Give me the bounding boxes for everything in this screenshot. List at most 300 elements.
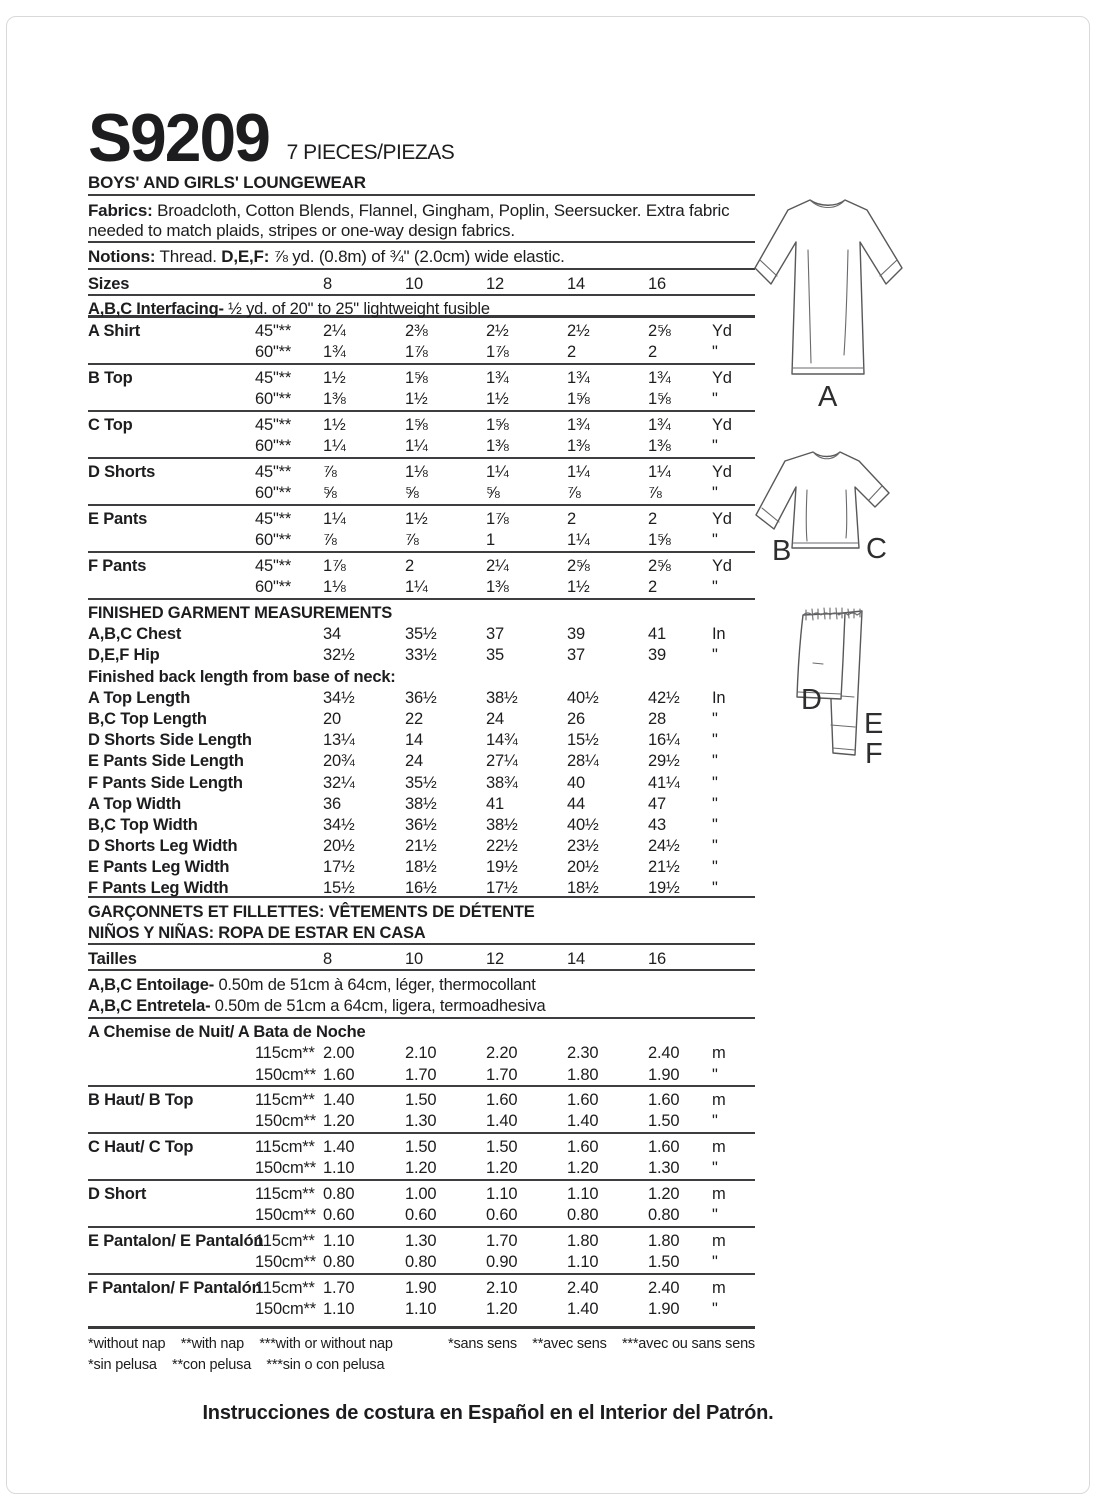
unit-label: m [712, 1138, 726, 1156]
table-row [88, 321, 755, 342]
size-value: 33½ [405, 646, 437, 665]
size-value: 2.10 [405, 1044, 437, 1063]
notions-elastic-text: ⅞ yd. (0.8m) of ¾" (2.0cm) wide elastic. [269, 247, 565, 266]
yardage-block [88, 412, 755, 459]
metric-table [88, 1019, 755, 1329]
row-label: A Chemise de Nuit/ A Bata de Noche [88, 1023, 366, 1041]
row-label: E Pants Leg Width [88, 858, 230, 877]
size-value: 20½ [323, 837, 355, 856]
width-spec: 115cm** [255, 1279, 315, 1297]
size-value: 2½ [567, 322, 590, 340]
unit-label: " [712, 437, 718, 455]
size-value: 40½ [567, 688, 599, 707]
width-spec: 150cm** [255, 1253, 316, 1271]
size-value: 0.80 [323, 1185, 355, 1203]
width-spec: 60"** [255, 343, 292, 361]
unit-label: " [712, 1065, 718, 1084]
size-value: 32¼ [323, 773, 355, 792]
footnote-english: *without nap **with nap ***with or without nap [88, 1336, 393, 1352]
size-value: 1⅝ [648, 390, 671, 408]
size-value: 20¾ [323, 752, 355, 771]
size-value: 1.10 [567, 1253, 599, 1271]
size-value: 1⅞ [405, 343, 428, 361]
size-value: 1.80 [648, 1232, 680, 1250]
size-value: 0.60 [323, 1206, 355, 1224]
size-value: 0.60 [405, 1206, 437, 1224]
size-value: 1.20 [323, 1112, 355, 1130]
size-value: 20 [323, 709, 341, 728]
size-value: 27¼ [486, 752, 518, 771]
row-label: B,C Top Width [88, 815, 198, 834]
size-value: 42½ [648, 688, 680, 707]
garment-title: BOYS' AND GIRLS' LOUNGEWEAR [88, 170, 755, 196]
size-value: 2 [405, 557, 414, 575]
size-value: 41¼ [648, 773, 680, 792]
tailles-header-row [88, 945, 755, 971]
table-row [88, 730, 755, 751]
size-value: 37 [567, 646, 585, 665]
footnote-line-2 [88, 1355, 755, 1376]
row-label: C Haut/ C Top [88, 1138, 194, 1156]
tailles-label: Tailles [88, 950, 137, 968]
size-value: 29½ [648, 752, 680, 771]
size-value: 1.20 [405, 1159, 437, 1177]
size-value: 2.00 [323, 1044, 355, 1063]
view-e-label: E [864, 708, 884, 740]
size-value: 1⅜ [567, 437, 590, 455]
width-spec: 45"** [255, 322, 292, 340]
interfacing-label: A,B,C Interfacing- [88, 300, 224, 318]
table-row [88, 836, 755, 857]
size-value: 1.60 [567, 1138, 599, 1156]
size-value: 1.00 [405, 1185, 437, 1203]
size-value: 1⅝ [405, 369, 428, 387]
row-label [88, 1252, 255, 1273]
row-label: F Pants Side Length [88, 773, 243, 792]
width-spec: 45"** [255, 557, 292, 575]
size-value: 2⅝ [567, 557, 590, 575]
size-value: 2.30 [567, 1044, 599, 1063]
row-label [88, 1043, 255, 1064]
size-value: 1.70 [486, 1065, 518, 1084]
size-value: 28 [648, 709, 666, 728]
unit-label: " [712, 1300, 718, 1318]
size-value: 41 [486, 794, 504, 813]
row-label [88, 1111, 255, 1132]
spanish-instructions-note: Instrucciones de costura en Español en el Interior del Patrón. [202, 1402, 774, 1424]
view-f-label: F [865, 738, 883, 770]
metric-block [88, 1275, 755, 1329]
yardage-block [88, 459, 755, 506]
table-row [88, 1252, 755, 1273]
size-column-header: 16 [648, 950, 666, 968]
size-value: ⅝ [405, 484, 419, 502]
table-row [88, 389, 755, 410]
unit-label: m [712, 1279, 726, 1297]
yardage-table [88, 318, 755, 600]
unit-label: " [712, 815, 718, 834]
unit-label: " [712, 646, 718, 665]
size-value: 1¼ [405, 578, 428, 596]
size-value: 19½ [486, 858, 518, 877]
size-value: 1¼ [323, 437, 346, 455]
size-value: 2⅝ [648, 322, 671, 340]
size-value: 1.50 [648, 1112, 680, 1130]
table-row [88, 509, 755, 530]
size-value: 1.10 [323, 1159, 355, 1177]
size-value: 39 [648, 646, 666, 665]
unit-label: m [712, 1232, 726, 1250]
width-spec: 45"** [255, 416, 292, 434]
size-value: 1⅝ [486, 416, 509, 434]
size-value: 1.70 [486, 1232, 518, 1250]
size-value: 1.10 [567, 1185, 599, 1203]
yardage-sheet [88, 88, 774, 1425]
size-value: 15½ [567, 731, 599, 750]
table-row [88, 667, 755, 688]
size-value: 1¾ [567, 416, 590, 434]
size-value: 13¼ [323, 731, 355, 750]
size-value: 14 [405, 731, 423, 750]
size-value: 0.80 [405, 1253, 437, 1271]
width-spec: 45"** [255, 510, 292, 528]
size-value: 1¾ [648, 369, 671, 387]
unit-label: " [712, 343, 718, 361]
row-label: A Top Width [88, 794, 181, 813]
title-french: GARÇONNETS ET FILLETTES: VÊTEMENTS DE DÉTENTE [88, 903, 535, 921]
size-value: 1⅛ [405, 463, 428, 481]
size-value: 1¼ [405, 437, 428, 455]
size-value: 1¼ [323, 510, 346, 528]
size-value: 28¼ [567, 752, 599, 771]
size-column-header: 16 [648, 275, 666, 293]
size-value: 1¾ [567, 369, 590, 387]
size-value: 2 [567, 343, 576, 361]
size-value: 21½ [648, 858, 680, 877]
size-value: 36½ [405, 688, 437, 707]
yardage-block [88, 506, 755, 553]
size-value: 1.50 [648, 1253, 680, 1271]
size-value: 1⅞ [486, 510, 509, 528]
row-label [88, 1158, 255, 1179]
table-row [88, 483, 755, 504]
size-value: ⅝ [323, 484, 337, 502]
row-label: A Top Length [88, 688, 191, 707]
size-value: 1.90 [648, 1065, 680, 1084]
size-value: 1½ [323, 416, 346, 434]
size-value: 40½ [567, 815, 599, 834]
interfacing-text: ½ yd. of 20" to 25" lightweight fusible [223, 300, 490, 318]
width-spec: 115cm** [255, 1138, 315, 1156]
width-spec: 150cm** [255, 1112, 316, 1130]
table-row [88, 299, 755, 320]
section-note: Finished back length from base of neck: [88, 667, 396, 686]
size-value: 0.90 [486, 1253, 518, 1271]
unit-label: " [712, 794, 718, 813]
size-value: 1⅜ [486, 437, 509, 455]
size-value: 34½ [323, 688, 355, 707]
footnote-spanish: *sin pelusa **con pelusa ***sin o con pelusa [88, 1357, 385, 1373]
view-d-label: D [801, 684, 822, 716]
unit-label: " [712, 1159, 718, 1177]
size-value: 26 [567, 709, 585, 728]
row-label: B Haut/ B Top [88, 1091, 194, 1109]
size-value: 18½ [405, 858, 437, 877]
size-column-header: 12 [486, 950, 504, 968]
size-value: 34 [323, 625, 341, 644]
size-value: 1¾ [323, 343, 346, 361]
size-value: 2 [648, 578, 657, 596]
unit-label: " [712, 709, 718, 728]
width-spec: 60"** [255, 531, 292, 549]
size-value: 1.60 [567, 1091, 599, 1109]
interfacing-metric-rows [88, 971, 755, 1019]
table-row [88, 1022, 755, 1043]
table-row [88, 794, 755, 815]
size-value: 1.20 [648, 1185, 680, 1203]
size-value: 0.60 [486, 1206, 518, 1224]
table-row [88, 415, 755, 436]
entretela-text: 0.50m de 51cm a 64cm, ligera, termoadhesiva [210, 997, 546, 1015]
row-label: E Pants [88, 510, 148, 528]
size-column-header: 14 [567, 950, 585, 968]
size-value: 43 [648, 815, 666, 834]
size-value: 1.40 [323, 1091, 355, 1109]
unit-label: Yd [712, 510, 732, 528]
size-value: 38¾ [486, 773, 518, 792]
unit-label: " [712, 1112, 718, 1130]
width-spec: 150cm** [255, 1206, 316, 1224]
row-label [88, 436, 255, 457]
unit-label: " [712, 1253, 718, 1271]
unit-label: Yd [712, 557, 732, 575]
unit-label: " [712, 879, 718, 898]
size-value: 1⅝ [567, 390, 590, 408]
size-value: 20½ [567, 858, 599, 877]
unit-label: " [712, 484, 718, 502]
unit-label: m [712, 1091, 726, 1109]
size-value: 1.50 [405, 1091, 437, 1109]
size-value: 0.80 [323, 1253, 355, 1271]
entretela-note [88, 996, 755, 1017]
size-value: 1.60 [648, 1138, 680, 1156]
size-value: 1½ [405, 390, 428, 408]
notions-views-label: D,E,F: [221, 247, 270, 266]
size-value: 18½ [567, 879, 599, 898]
size-value: 1.10 [405, 1300, 437, 1318]
size-value: 2¼ [323, 322, 346, 340]
size-value: 32½ [323, 646, 355, 665]
row-label: F Pants Leg Width [88, 879, 229, 898]
size-value: 1.80 [567, 1232, 599, 1250]
size-column-header: 8 [323, 950, 332, 968]
metric-block [88, 1019, 755, 1087]
table-row [88, 1043, 755, 1064]
row-label: D Shorts Side Length [88, 731, 252, 750]
width-spec: 115cm** [255, 1044, 315, 1063]
interfacing-row [88, 296, 755, 318]
size-value: 1.60 [486, 1091, 518, 1109]
size-value: 0.80 [567, 1206, 599, 1224]
notions-paragraph [88, 243, 755, 270]
size-value: 1½ [486, 390, 509, 408]
table-row [88, 1158, 755, 1179]
size-value: 24 [405, 752, 423, 771]
table-row [88, 436, 755, 457]
row-label [88, 483, 255, 504]
size-value: 24 [486, 709, 504, 728]
yardage-block [88, 553, 755, 600]
unit-label: Yd [712, 416, 732, 434]
sizes-label: Sizes [88, 275, 130, 293]
unit-label: Yd [712, 322, 732, 340]
row-label [88, 530, 255, 551]
notions-text: Thread. [155, 247, 222, 266]
footnotes [88, 1329, 755, 1376]
size-value: 35½ [405, 773, 437, 792]
entoilage-note [88, 975, 755, 996]
width-spec: 150cm** [255, 1159, 316, 1177]
size-value: 37 [486, 625, 504, 644]
size-value: 17½ [486, 879, 518, 898]
size-value: 24½ [648, 837, 680, 856]
size-value: 1.30 [405, 1232, 437, 1250]
unit-label: " [712, 752, 718, 771]
width-spec: 60"** [255, 437, 292, 455]
size-value: ⅞ [567, 484, 581, 502]
row-label: A Shirt [88, 322, 141, 340]
size-value: 17½ [323, 858, 355, 877]
size-value: 1⅝ [405, 416, 428, 434]
size-value: 39 [567, 625, 585, 644]
size-value: 38½ [405, 794, 437, 813]
language-titles [88, 898, 755, 945]
size-value: 1.10 [323, 1300, 355, 1318]
size-value: 1⅜ [486, 578, 509, 596]
table-row [88, 815, 755, 836]
table-row [88, 709, 755, 730]
size-value: ⅝ [486, 484, 500, 502]
width-spec: 45"** [255, 369, 292, 387]
size-value: 1½ [567, 578, 590, 596]
row-label: D Shorts Leg Width [88, 837, 238, 856]
unit-label: " [712, 837, 718, 856]
size-value: 1.20 [486, 1300, 518, 1318]
table-row [88, 773, 755, 794]
entoilage-text: 0.50m de 51cm à 64cm, léger, thermocollant [214, 976, 536, 994]
size-value: 23½ [567, 837, 599, 856]
size-value: 1¾ [486, 369, 509, 387]
width-spec: 45"** [255, 463, 292, 481]
size-value: 38½ [486, 815, 518, 834]
size-value: 34½ [323, 815, 355, 834]
table-row [88, 1111, 755, 1132]
row-label: D,E,F Hip [88, 646, 160, 665]
table-row [88, 1205, 755, 1226]
size-value: 1.90 [405, 1279, 437, 1297]
table-row [88, 342, 755, 363]
size-value: 1.80 [567, 1065, 599, 1084]
width-spec: 115cm** [255, 1185, 315, 1203]
table-row [88, 1278, 755, 1299]
pieces-count: 7 PIECES/PIEZAS [286, 141, 455, 164]
width-spec: 60"** [255, 578, 292, 596]
table-row [88, 577, 755, 598]
size-value: 1.30 [405, 1112, 437, 1130]
unit-label: m [712, 1185, 726, 1203]
size-value: 14¾ [486, 731, 518, 750]
size-column-header: 12 [486, 275, 504, 293]
table-row [88, 751, 755, 772]
fabrics-label: Fabrics: [88, 201, 153, 220]
finished-measurements-title: FINISHED GARMENT MEASUREMENTS [88, 604, 393, 622]
size-value: 1.40 [486, 1112, 518, 1130]
size-value: 2.40 [567, 1279, 599, 1297]
interfacing-note [88, 299, 755, 320]
row-label: E Pantalon/ E Pantalón [88, 1232, 264, 1250]
footnote-line-1 [88, 1334, 755, 1355]
table-row [88, 368, 755, 389]
row-label: A,B,C Chest [88, 625, 182, 644]
metric-block [88, 1181, 755, 1228]
size-value: 1.70 [405, 1065, 437, 1084]
size-value: 2.40 [648, 1044, 680, 1063]
size-value: 1¼ [486, 463, 509, 481]
metric-block [88, 1087, 755, 1134]
size-value: 1.10 [323, 1232, 355, 1250]
size-value: 16¼ [648, 731, 680, 750]
size-value: ⅞ [323, 463, 337, 481]
row-label: B,C Top Length [88, 709, 207, 728]
row-label: D Shorts [88, 463, 156, 481]
size-value: 1.90 [648, 1300, 680, 1318]
size-value: 38½ [486, 688, 518, 707]
size-value: 1 [486, 531, 495, 549]
footnote-french: *sans sens **avec sens ***avec ou sans sens [448, 1336, 755, 1352]
size-value: 1⅛ [323, 578, 346, 596]
size-value: 1.60 [648, 1091, 680, 1109]
unit-label: " [712, 531, 718, 549]
size-value: 1⅞ [486, 343, 509, 361]
table-row [88, 462, 755, 483]
unit-label: " [712, 731, 718, 750]
view-a-illustration [750, 195, 908, 381]
size-value: 1¼ [648, 463, 671, 481]
notions-label: Notions: [88, 247, 156, 266]
table-row [88, 624, 755, 645]
table-row [88, 688, 755, 709]
unit-label: m [712, 1044, 726, 1063]
width-spec: 150cm** [255, 1300, 316, 1318]
row-label: F Pantalon/ F Pantalón [88, 1279, 262, 1297]
entoilage-label: A,B,C Entoilage- [88, 976, 215, 994]
size-value: 1.50 [405, 1138, 437, 1156]
size-value: 2 [567, 510, 576, 528]
fabrics-paragraph [88, 196, 755, 243]
width-spec: 60"** [255, 484, 292, 502]
table-row [88, 1184, 755, 1205]
size-value: 1.40 [567, 1300, 599, 1318]
size-value: 35½ [405, 625, 437, 644]
size-value: 1.20 [486, 1159, 518, 1177]
size-value: 1¼ [567, 531, 590, 549]
table-row [88, 1137, 755, 1158]
size-value: 2 [648, 343, 657, 361]
unit-label: Yd [712, 463, 732, 481]
size-value: 21½ [405, 837, 437, 856]
header [88, 88, 755, 176]
size-value: 1⅜ [323, 390, 346, 408]
